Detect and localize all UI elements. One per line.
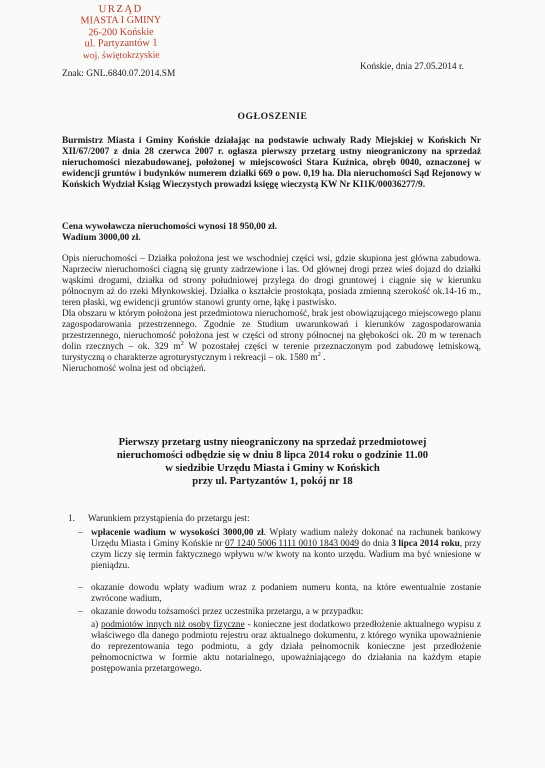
starting-price: Cena wywoławcza nieruchomości wynosi 18 950,00 zł. bbox=[62, 222, 278, 232]
superscript: 2 bbox=[317, 350, 321, 358]
description-paragraph-3: Nieruchomość wolna jest od obciążeń. bbox=[62, 364, 206, 374]
stamp-line-5: woj. świętokrzyskie bbox=[82, 49, 160, 62]
condition-item-identity bbox=[78, 607, 481, 618]
stamp-line-2: MIASTA I GMINY bbox=[80, 14, 162, 27]
description-text: Dla obszaru w którym położona jest przedmiotowa nieruchomość, brak jest obowiązującego miejscowego planu zagospodarowania przestrzennego. Zgodnie ze Studium uwarunkowań i kierunków zagospodarowania przestrzennego, nieruchomość położona jest w części od strony północnej na głębokości ok. 20 m w terenach dolin rzecznych – ok. 329 m bbox=[62, 309, 481, 352]
auction-heading-line: nieruchomości odbędzie się w dniu 8 lipca 2014 roku o godzinie 11.00 bbox=[116, 450, 429, 461]
auction-heading-line: Pierwszy przetarg ustny nieograniczony na sprzedaż przedmiotowej bbox=[118, 437, 427, 448]
condition-text: okazanie dowodu tożsamości przez uczestnika przetargu, a w przypadku: bbox=[91, 607, 364, 617]
condition-item-deposit bbox=[78, 528, 481, 572]
deposit-amount: Wadium 3000,00 zł. bbox=[62, 233, 141, 243]
deposit-deadline: 3 lipca 2014 roku bbox=[391, 538, 460, 549]
place-date: Końskie, dnia 27.05.2014 r. bbox=[360, 62, 464, 72]
intro-paragraph: Burmistrz Miasta i Gminy Końskie działając na podstawie uchwały Rady Miejskiej w Końskich Nr XII/67/2007 z dnia 28 czerwca 2007 r. ogłasza pierwszy przetarg ustny nieograniczony na sprzedaż nieruchomości niezabudowanej, położonej w miejscowości Stara Kuźnica, obręb 0040, oznaczonej w ewidencji gruntów i budynków numerem działki 669 o pow. 0,19 ha. Dla nieruchomości Sąd Rejonowy w Końskich Wydział Ksiąg Wieczystych prowadzi księgę wieczystą KW Nr KI1K/00036277/9. bbox=[62, 136, 481, 190]
deposit-bold: wpłacenie wadium w wysokości 3000,00 zł bbox=[91, 528, 264, 538]
reference-number: Znak: GNL.6840.07.2014.SM bbox=[62, 69, 176, 79]
condition-text: okazanie dowodu wpłaty wadium wraz z podaniem numeru konta, na które ewentualnie zostanie zwrócone wadium, bbox=[91, 583, 481, 604]
description-paragraph-1: Opis nieruchomości – Działka położona jest we wschodniej części wsi, gdzie skupiona jest główna zabudowa. Naprzeciw nieruchomości ciągną się grunty zadrzewione i las. Od głównej drogi przez wieś dojazd do działki wąskimi drogami, działka od strony południowej przylega do drogi gruntowej i ciągnie się w kierunku północnym aż do rzeki Młynkowskiej. Działka o kształcie prostokąta, posiada zmienną szerokość ok.14-16 m., teren płaski, wg ewidencji gruntów stanowi grunty orne, łąkę i pastwisko. bbox=[62, 254, 481, 308]
auction-heading-line: przy ul. Partyzantów 1, pokój nr 18 bbox=[192, 476, 353, 487]
superscript: 2 bbox=[180, 339, 184, 347]
description-paragraph-2 bbox=[62, 309, 481, 364]
conditions-intro: Warunkiem przystąpienia do przetargu jest: bbox=[88, 514, 250, 524]
condition-item-proof bbox=[78, 583, 481, 605]
document-title: OGŁOSZENIE bbox=[237, 111, 308, 122]
condition-text bbox=[91, 620, 481, 675]
office-stamp bbox=[60, 3, 183, 61]
auction-heading-line: w siedzibie Urzędu Miasta i Gminy w Końskich bbox=[165, 463, 380, 474]
bullet-dash: – bbox=[78, 607, 83, 617]
description-text: W pozostałej części w terenie przeznaczonym pod zabudowę letniskową, turystyczną o charakterze agroturystycznym i rekreacji – ok. 1580 m bbox=[62, 342, 481, 363]
subitem-text: - konieczne jest dodatkowo przedłożenie aktualnego wypisu z właściwego dla danego podmiotu rejestru oraz aktualnego dokumentu, z którego wynika upoważnienie do reprezentowania tego podmiotu, a gdy działa pełnomocnik konieczne jest przedłożenie pełnomocnictwa w formie aktu notarialnego, upoważniającego do działania na każdym etapie postępowania przetargowego. bbox=[91, 620, 482, 674]
subitem-underlined: podmiotów innych niż osoby fizyczne bbox=[100, 620, 245, 630]
description-text: . bbox=[320, 353, 326, 363]
condition-text-part: do dnia bbox=[359, 538, 392, 549]
stamp-line-1: URZĄD bbox=[98, 3, 143, 16]
price-block bbox=[62, 222, 277, 244]
auction-heading bbox=[70, 436, 475, 488]
condition-number: 1. bbox=[68, 514, 75, 524]
stamp-line-4: ul. Partyzantów 1 bbox=[84, 37, 158, 50]
condition-text-part: . Wpłaty wadium należy dokonać na rachunek bankowy Urzędu Miasta i Gminy Końskie nr bbox=[91, 528, 481, 549]
condition-text-part: , przy czym liczy się termin faktycznego wpływu w/w kwoty na konto urzędu. Wadium ma być wniesione w pieniądzu. bbox=[91, 538, 482, 571]
stamp-line-3: 26-200 Końskie bbox=[88, 26, 154, 39]
condition-text bbox=[91, 528, 481, 572]
bullet-dash: – bbox=[78, 583, 83, 593]
condition-subitem-a bbox=[78, 620, 481, 675]
bank-account-number: 07 1240 5006 1111 0010 1843 0049 bbox=[224, 538, 359, 549]
property-description bbox=[62, 254, 481, 375]
subitem-prefix: a) bbox=[91, 620, 101, 630]
bullet-dash: – bbox=[78, 528, 83, 538]
